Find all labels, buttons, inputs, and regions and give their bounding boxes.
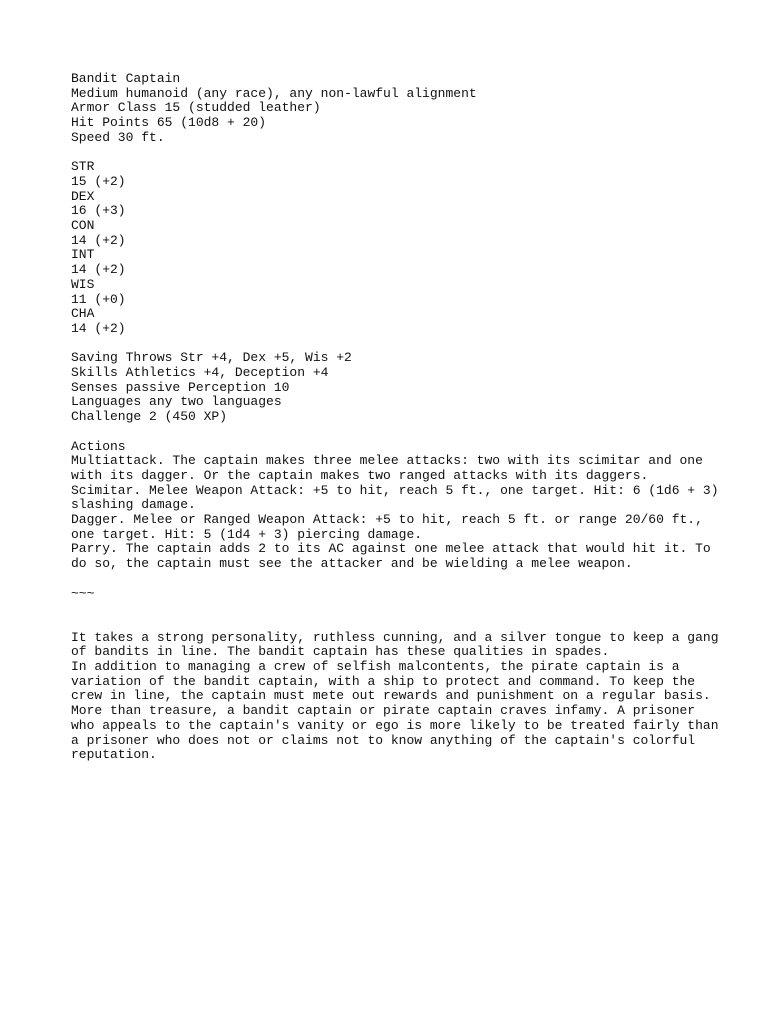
- description-line: reputation.: [71, 747, 157, 763]
- ability-name: DEX: [71, 188, 95, 204]
- action-line: Scimitar. Melee Weapon Attack: +5 to hit, reach 5 ft., one target. Hit: 6 (1d6 + 3): [71, 482, 719, 498]
- ability-name: CHA: [71, 306, 95, 322]
- action-line: Dagger. Melee or Ranged Weapon Attack: +5 to hit, reach 5 ft. or range 20/60 ft.,: [71, 512, 703, 528]
- creature-type: Medium humanoid (any race), any non-lawful alignment: [71, 85, 477, 101]
- ability-scores: [71, 160, 731, 336]
- languages: Languages any two languages: [71, 394, 282, 410]
- ability-score: 14 (+2): [71, 232, 126, 248]
- description-line: who appeals to the captain's vanity or ego is more likely to be treated fairly than: [71, 717, 719, 733]
- description-line: a prisoner who does not or claims not to know anything of the captain's colorful: [71, 732, 696, 748]
- creature-name: Bandit Captain: [71, 71, 181, 86]
- description-line: of bandits in line. The bandit captain has these qualities in spades.: [71, 644, 610, 660]
- ability-name: WIS: [71, 276, 95, 292]
- description-line: crew in line, the captain must mete out rewards and punishment on a regular basis.: [71, 688, 711, 704]
- stat-details: [71, 351, 731, 425]
- ability-name: INT: [71, 247, 95, 263]
- description-line: It takes a strong personality, ruthless cunning, and a silver tongue to keep a gang: [71, 629, 719, 645]
- challenge: Challenge 2 (450 XP): [71, 409, 228, 425]
- ability-name: CON: [71, 218, 95, 234]
- action-line: with its dagger. Or the captain makes two ranged attacks with its daggers.: [71, 467, 649, 483]
- section-separator: ~~~: [71, 585, 95, 601]
- action-line: do so, the captain must see the attacker and be wielding a melee weapon.: [71, 556, 633, 572]
- spacer: [71, 601, 731, 616]
- ability-score: 14 (+2): [71, 320, 126, 336]
- ability-score: 15 (+2): [71, 173, 126, 189]
- spacer: [71, 616, 731, 631]
- ability-name: STR: [71, 159, 95, 175]
- stat-block-header: [71, 72, 731, 146]
- ability-score: 16 (+3): [71, 203, 126, 219]
- action-line: slashing damage.: [71, 497, 196, 513]
- description-line: More than treasure, a bandit captain or pirate captain craves infamy. A prisoner: [71, 703, 696, 719]
- hit-points: Hit Points 65 (10d8 + 20): [71, 115, 267, 131]
- spacer: [71, 425, 731, 440]
- spacer: [71, 337, 731, 352]
- spacer: [71, 146, 731, 161]
- speed: Speed 30 ft.: [71, 129, 165, 145]
- description-section: [71, 631, 731, 763]
- actions-section: [71, 440, 731, 572]
- actions-heading: Actions: [71, 438, 126, 454]
- ability-score: 11 (+0): [71, 291, 126, 307]
- spacer: [71, 572, 731, 587]
- ability-score: 14 (+2): [71, 262, 126, 278]
- armor-class: Armor Class 15 (studded leather): [71, 100, 321, 116]
- document-page: [71, 72, 731, 763]
- description-line: In addition to managing a crew of selfish malcontents, the pirate captain is a: [71, 659, 680, 675]
- senses: Senses passive Perception 10: [71, 379, 290, 395]
- action-line: Parry. The captain adds 2 to its AC against one melee attack that would hit it. To: [71, 541, 711, 557]
- description-line: variation of the bandit captain, with a ship to protect and command. To keep the: [71, 673, 696, 689]
- action-line: one target. Hit: 5 (1d4 + 3) piercing damage.: [71, 526, 423, 542]
- action-line: Multiattack. The captain makes three melee attacks: two with its scimitar and one: [71, 453, 703, 469]
- skills: Skills Athletics +4, Deception +4: [71, 365, 329, 381]
- saving-throws: Saving Throws Str +4, Dex +5, Wis +2: [71, 350, 352, 366]
